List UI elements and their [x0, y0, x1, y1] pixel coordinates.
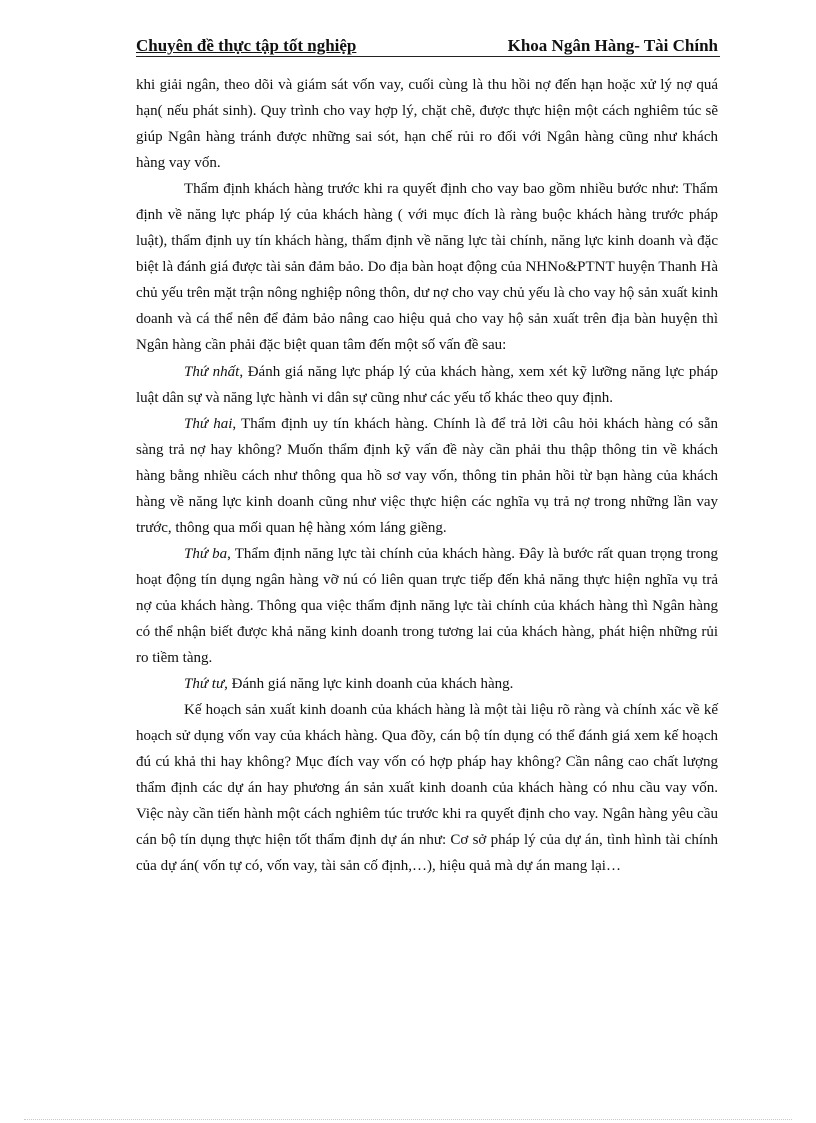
paragraph-continuation	[136, 72, 718, 176]
paragraph-fourth	[136, 671, 718, 697]
paragraph-text: , Đánh giá năng lực pháp lý của khách hàng, xem xét kỹ lưỡng năng lực pháp luật dân sự và năng lực hành vi dân sự cũng như các yếu tố khác theo quy định.	[136, 363, 718, 406]
paragraph-lead: Thứ ba	[184, 545, 228, 562]
paragraph-appraisal-intro	[136, 176, 718, 358]
paragraph-text: Thẩm định khách hàng trước khi ra quyết định cho vay bao gồm nhiều bước như: Thẩm định về năng lực pháp lý của khách hàng ( với mục đích là ràng buộc khách hàng trước pháp luật), thẩm định uy tín khách hàng, thẩm định về năng lực tài chính, năng lực kinh doanh và đặc biệt là đánh giá được tài sản đảm bảo. Do địa bàn hoạt động của NHNo&PTNT huyện Thanh Hà chủ yếu trên mặt trận nông nghiệp nông thôn, dư nợ cho vay chủ yếu là cho vay hộ sản xuất kinh doanh và cá thể nên để đảm bảo nâng cao hiệu quả cho vay hộ sản xuất trên địa bàn huyện thì Ngân hàng cần phải đặc biệt quan tâm đến một số vấn đề sau:	[136, 181, 718, 354]
paragraph-text: , Thẩm định năng lực tài chính của khách hàng. Đây là bước rất quan trọng trong hoạt động tín dụng ngân hàng vỡ nú có liên quan trực tiếp đến khả năng thực hiện nghĩa vụ trả nợ của khách hàng. Thông qua việc thẩm định năng lực tài chính của khách hàng thì Ngân hàng có thể nhận biết được khả năng kinh doanh trong tương lai của khách hàng, phát hiện những rủi ro tiềm tàng.	[136, 545, 718, 667]
paragraph-business-plan	[136, 697, 718, 879]
paragraph-lead: Thứ hai	[184, 415, 233, 432]
paragraph-text: khi giải ngân, theo dõi và giám sát vốn vay, cuối cùng là thu hồi nợ đến hạn hoặc xử lý nợ quá hạn( nếu phát sinh). Quy trình cho vay hợp lý, chặt chẽ, được thực hiện một cách nghiêm túc sẽ giúp Ngân hàng tránh được những sai sót, hạn chế rủi ro đối với Ngân hàng cũng như khách hàng vay vốn.	[136, 77, 718, 172]
header-faculty: Khoa Ngân Hàng- Tài Chính	[507, 36, 718, 55]
paragraph-second	[136, 411, 718, 541]
paragraph-third	[136, 541, 718, 671]
paragraph-text: Kế hoạch sản xuất kinh doanh của khách hàng là một tài liệu rõ ràng và chính xác về kế hoạch sử dụng vốn vay của khách hàng. Qua đõy, cán bộ tín dụng có thể đánh giá xem kế hoạch đú cú khả thi hay không? Mục đích vay vốn có hợp pháp hay không? Cần nâng cao chất lượng thẩm định các dự án hay phương án sản xuất kinh doanh của khách hàng có nhu cầu vay vốn. Việc này cần tiến hành một cách nghiêm túc trước khi ra quyết định cho vay. Ngân hàng yêu cầu cán bộ tín dụng thực hiện tốt thẩm định dự án như: Cơ sở pháp lý của dự án, tình hình tài chính của dự án( vốn tự có, vốn vay, tài sản cố định,…), hiệu quả mà dự án mang lại…	[136, 702, 718, 875]
page-bottom-divider	[24, 1119, 792, 1120]
page-header	[136, 36, 720, 57]
header-document-title: Chuyên đề thực tập tốt nghiệp	[136, 36, 357, 55]
paragraph-lead: Thứ tư	[184, 676, 225, 693]
paragraph-text: , Đánh giá năng lực kinh doanh của khách hàng.	[224, 676, 514, 693]
paragraph-lead: Thứ nhất	[184, 363, 240, 380]
paragraph-first	[136, 359, 718, 411]
paragraph-text: , Thẩm định uy tín khách hàng. Chính là để trả lời câu hỏi khách hàng có sẵn sàng trả nợ hay không? Muốn thẩm định kỹ vấn đề này cần phải thu thập thông tin về khách hàng bằng nhiều cách như thông qua hồ sơ vay vốn, thông tin phản hồi từ bạn hàng của khách hàng về năng lực kinh doanh cũng như việc thực hiện các nghĩa vụ trả nợ trong những lần vay trước, thông qua mối quan hệ hàng xóm láng giềng.	[136, 415, 718, 536]
body-text	[136, 72, 718, 879]
